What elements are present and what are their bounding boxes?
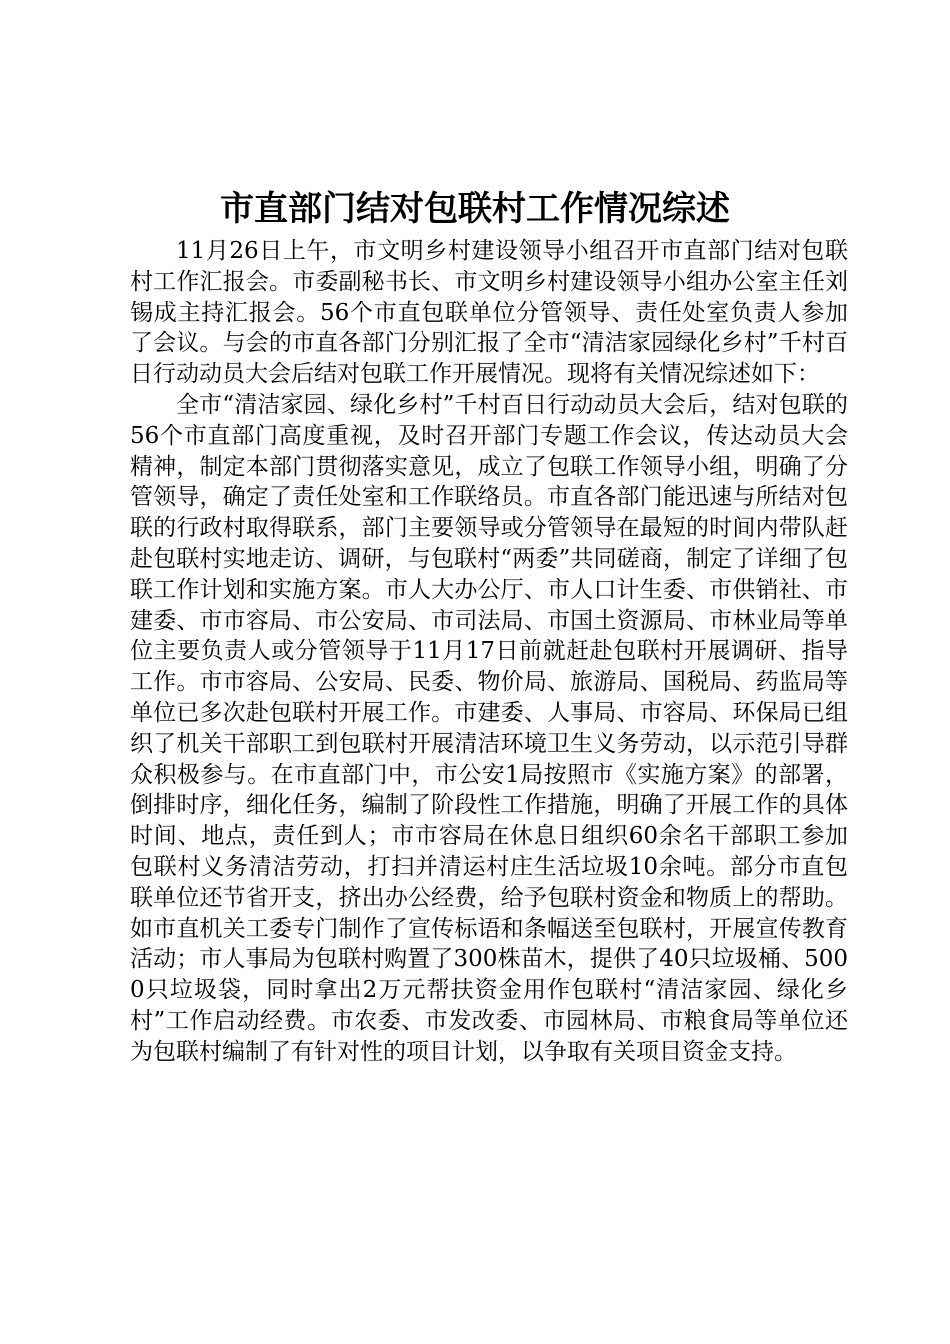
document-body [130,236,848,1068]
paragraph-details: 全市“清洁家园、绿化乡村”千村百日行动动员大会后，结对包联的56个市直部门高度重视，及时召开部门专题工作会议，传达动员大会精神，制定本部门贯彻落实意见，成立了包联工作领导小组，明确了分管领导，确定了责任处室和工作联络员。市直各部门能迅速与所结对包联的行政村取得联系，部门主要领导或分管领导在最短的时间内带队赶赴包联村实地走访、调研，与包联村“两委”共同磋商，制定了详细了包联工作计划和实施方案。市人大办公厅、市人口计生委、市供销社、市建委、市市容局、市公安局、市司法局、市国土资源局、市林业局等单位主要负责人或分管领导于11月17日前就赶赴包联村开展调研、指导工作。市市容局、公安局、民委、物价局、旅游局、国税局、药监局等单位已多次赴包联村开展工作。市建委、人事局、市容局、环保局已组织了机关干部职工到包联村开展清洁环境卫生义务劳动，以示范引导群众积极参与。在市直部门中，市公安1局按照市《实施方案》的部署，倒排时序，细化任务，编制了阶段性工作措施，明确了开展工作的具体时间、地点，责任到人；市市容局在休息日组织60余名干部职工参加包联村义务清洁劳动，打扫并清运村庄生活垃圾10余吨。部分市直包联单位还节省开支，挤出办公经费，给予包联村资金和物质上的帮助。如市直机关工委专门制作了宣传标语和条幅送至包联村，开展宣传教育活动；市人事局为包联村购置了300株苗木，提供了40只垃圾桶、5000只垃圾袋，同时拿出2万元帮扶资金用作包联村“清洁家园、绿化乡村”工作启动经费。市农委、市发改委、市园林局、市粮食局等单位还为包联村编制了有针对性的项目计划，以争取有关项目资金支持。 [130,391,848,1065]
document-title: 市直部门结对包联村工作情况综述 [220,189,730,229]
paragraph-intro: 11月26日上午，市文明乡村建设领导小组召开市直部门结对包联村工作汇报会。市委副秘书长、市文明乡村建设领导小组办公室主任刘锡成主持汇报会。56个市直包联单位分管领导、责任处室负责人参加了会议。与会的市直各部门分别汇报了全市“清洁家园绿化乡村”千村百日行动动员大会后结对包联工作开展情况。现将有关情况综述如下： [130,238,848,388]
